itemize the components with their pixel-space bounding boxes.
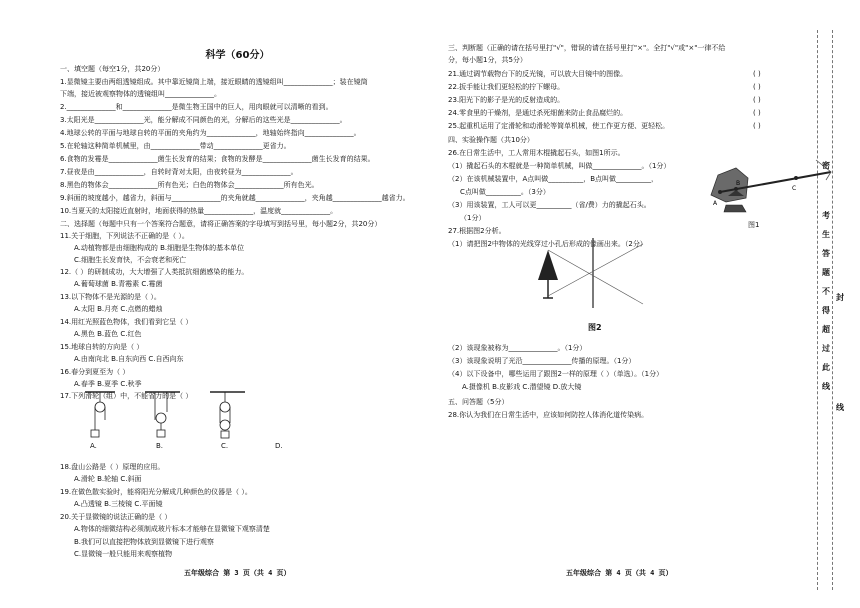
left-line: 17.下列滑轮（组）中，不能省力的是（ ） [60, 392, 193, 400]
pulley-c [210, 392, 245, 438]
binding-margin-char: 过 [822, 344, 830, 353]
left-line: C.细胞生长发育快，不会衰老和死亡 [74, 256, 187, 264]
rock-shape [711, 168, 748, 202]
left-line: A.滑轮 B.轮轴 C.斜面 [74, 475, 142, 483]
right-line: 27.根据图2分析。 [448, 227, 506, 235]
point-b-label: B [736, 180, 741, 187]
left-line: 4.地球公转的平面与地球自转的平面的夹角约为______________，地轴始终指向______________。 [60, 129, 361, 137]
left-line: 13.以下物体不是光源的是（ ）。 [60, 293, 161, 301]
left-line: 11.关于细胞，下列说法不正确的是（ ）。 [60, 232, 189, 240]
figure2-caption: 图2 [588, 323, 602, 332]
judge-bracket: ( ) [753, 122, 761, 130]
binding-margin-char: 封 [836, 293, 844, 302]
footer-right: 五年级综合 第 4 页（共 4 页） [566, 569, 673, 577]
left-line: 6.食物的发霉是______________菌生长发育的结果；食物的发酵是______________菌生长发育的结果。 [60, 155, 375, 163]
left-line: 12.（ ）的研制成功，大大增强了人类抵抗细菌感染的能力。 [60, 268, 249, 276]
left-line: C.显微镜一般只能用来观察植物 [74, 550, 173, 558]
right-line: 28.你认为我们在日常生活中，应该如何防控人体消化道传染病。 [448, 411, 649, 419]
left-line: 19.在做色散实验时，能将阳光分解成几种颜色的仪器是（ ）。 [60, 488, 252, 496]
left-line: B.我们可以直接把物体放到显微镜下进行观察 [74, 538, 215, 546]
left-line: 8.黑色的物体会______________所有色光；白色的物体会______________所有色光。 [60, 181, 319, 189]
left-line: 下端，接近被观察物体的透镜组叫______________。 [60, 90, 221, 98]
binding-margin [808, 30, 848, 590]
right-line: 五、问答题（5分） [448, 398, 509, 406]
left-line: 二、选择题（每题中只有一个答案符合题意，请将正确答案的字母填写到括号里，每小题2分，共20分） [60, 220, 382, 228]
binding-margin-char: 密 [822, 161, 830, 170]
right-line: （2）在该机械装置中，A点叫做__________，B点叫做__________， [448, 175, 659, 183]
judge-bracket: ( ) [753, 109, 761, 117]
left-line: 18.盘山公路是（ ）原理的应用。 [60, 463, 165, 471]
right-line: 21.通过调节载物台下的反光镜，可以放大目镜中的图像。 [448, 70, 628, 78]
right-line: （4）以下设备中，哪些运用了跟图2一样的原理（ ）（单选）。（1分） [448, 370, 664, 378]
point-a-label: A [713, 200, 718, 207]
binding-margin-char: 考 [822, 211, 830, 220]
right-line: （1分） [460, 214, 486, 222]
binding-margin-char: 答 [822, 249, 830, 258]
left-line: A.葡萄球菌 B.青霉素 C.霉菌 [74, 280, 163, 288]
left-line: A.物体的细微结构必须制成玻片标本才能够在显微镜下观察清楚 [74, 525, 270, 533]
left-line: 7.昼夜是由______________，自转时背对太阳，由夜转昼为______________。 [60, 168, 298, 176]
right-line: （1）撬起石头的木棍就是一种简单机械，叫做______________。（1分） [448, 162, 671, 170]
binding-margin-char: 此 [822, 363, 830, 372]
pulley-b [145, 392, 180, 437]
left-line: A.太阳 B.月亮 C.点燃的蜡烛 [74, 305, 163, 313]
right-line: 26.在日常生活中，工人常用木棍撬起石头，如图1所示。 [448, 149, 625, 157]
binding-margin-char: 线 [836, 403, 844, 412]
left-line: 3.太阳光是______________光，能分解成不同颜色的光，分解后的这些光是______________。 [60, 116, 347, 124]
figure2-pinhole [533, 238, 653, 318]
judge-bracket: ( ) [753, 70, 761, 78]
judge-bracket: ( ) [753, 96, 761, 104]
left-line: 5.在轮轴这种简单机械里，由______________带动______________更省力。 [60, 142, 291, 150]
footer-left: 五年级综合 第 3 页（共 4 页） [184, 569, 291, 577]
left-line: 14.用红光照蓝色物体，我们看到它呈（ ） [60, 318, 193, 326]
pulley-option-label: C. [221, 442, 229, 450]
binding-margin-char: 得 [822, 306, 830, 315]
left-line: A.春季 B.夏季 C.秋季 [74, 380, 142, 388]
right-line: （1）请把图2中物体的光线穿过小孔后形成的像画出来。（2分） [448, 240, 647, 248]
left-line: 16.春分到夏至为（ ） [60, 368, 130, 376]
left-line: A.由南向北 B.自东向西 C.自西向东 [74, 355, 184, 363]
binding-margin-char: 线 [822, 382, 830, 391]
page-title: 科学（60分） [205, 50, 270, 61]
point-c-label: C [792, 185, 797, 192]
right-line: （2）该现象被称为______________。（1分） [448, 344, 587, 352]
left-line: 9.斜面的坡度越小，越省力，斜面与______________的夹角就越______________，夹角越______________越省力。 [60, 194, 410, 202]
left-line: 10.当夏天的太阳接近直射时，地面获得的热量______________，温度就______________。 [60, 207, 338, 215]
right-line: 三、判断题（正确的请在括号里打"√"，错误的请在括号里打"×"。全打"√"或"×"一律不给 [448, 44, 726, 52]
right-line: 24.零食里的干燥剂，是通过杀死细菌来防止食品腐烂的。 [448, 109, 628, 117]
right-line: 22.扳手能让我们更轻松的拧下螺母。 [448, 83, 565, 91]
pulley-diagrams [85, 390, 285, 440]
left-line: 一、填空题（每空1分，共20分） [60, 65, 165, 73]
pulley-a [85, 392, 115, 437]
judge-bracket: ( ) [753, 83, 761, 91]
right-line: C点叫做__________。（3分） [460, 188, 550, 196]
right-line: 分，每小题1分，共5分） [448, 56, 527, 64]
left-line: A.动植物都是由细胞构成的 B.细胞是生物体的基本单位 [74, 244, 245, 252]
figure1-caption: 图1 [748, 221, 760, 229]
binding-margin-char: 题 [822, 268, 830, 277]
left-line: 20.关于显微镜的说法正确的是（ ） [60, 513, 172, 521]
left-line: A.凸透镜 B.三棱镜 C.平面镜 [74, 500, 163, 508]
pulley-option-label: D. [275, 442, 283, 450]
binding-margin-char: 不 [822, 287, 830, 296]
candle-object [538, 250, 558, 280]
left-line: 2.______________和______________是微生物王国中的巨人，用肉眼就可以清晰的看到。 [60, 103, 333, 111]
left-line: 15.地球自转的方向是（ ） [60, 343, 144, 351]
pulley-option-label: A. [90, 442, 97, 450]
left-line: A.黑色 B.蓝色 C.红色 [74, 330, 142, 338]
right-line: 四、实验操作题（共10分） [448, 136, 534, 144]
right-line: 25.起重机运用了定滑轮和动滑轮等简单机械，使工作更方便、更轻松。 [448, 122, 670, 130]
right-line: A.摄像机 B.皮影戏 C.潜望镜 D.放大镜 [462, 383, 582, 391]
left-line: 1.显微镜主要由两组透镜组成。其中靠近镜筒上端，接近眼睛的透镜组叫______________；装在镜筒 [60, 78, 368, 86]
right-line: 23.阳光下的影子是光的反射造成的。 [448, 96, 565, 104]
binding-margin-char: 生 [822, 230, 830, 239]
right-line: （3）用该装置，工人可以更__________（省/费）力的撬起石头。 [448, 201, 651, 209]
pulley-option-label: B. [156, 442, 164, 450]
binding-margin-char: 超 [822, 325, 830, 334]
right-line: （3）该现象说明了光沿______________传播的原理。（1分） [448, 357, 636, 365]
